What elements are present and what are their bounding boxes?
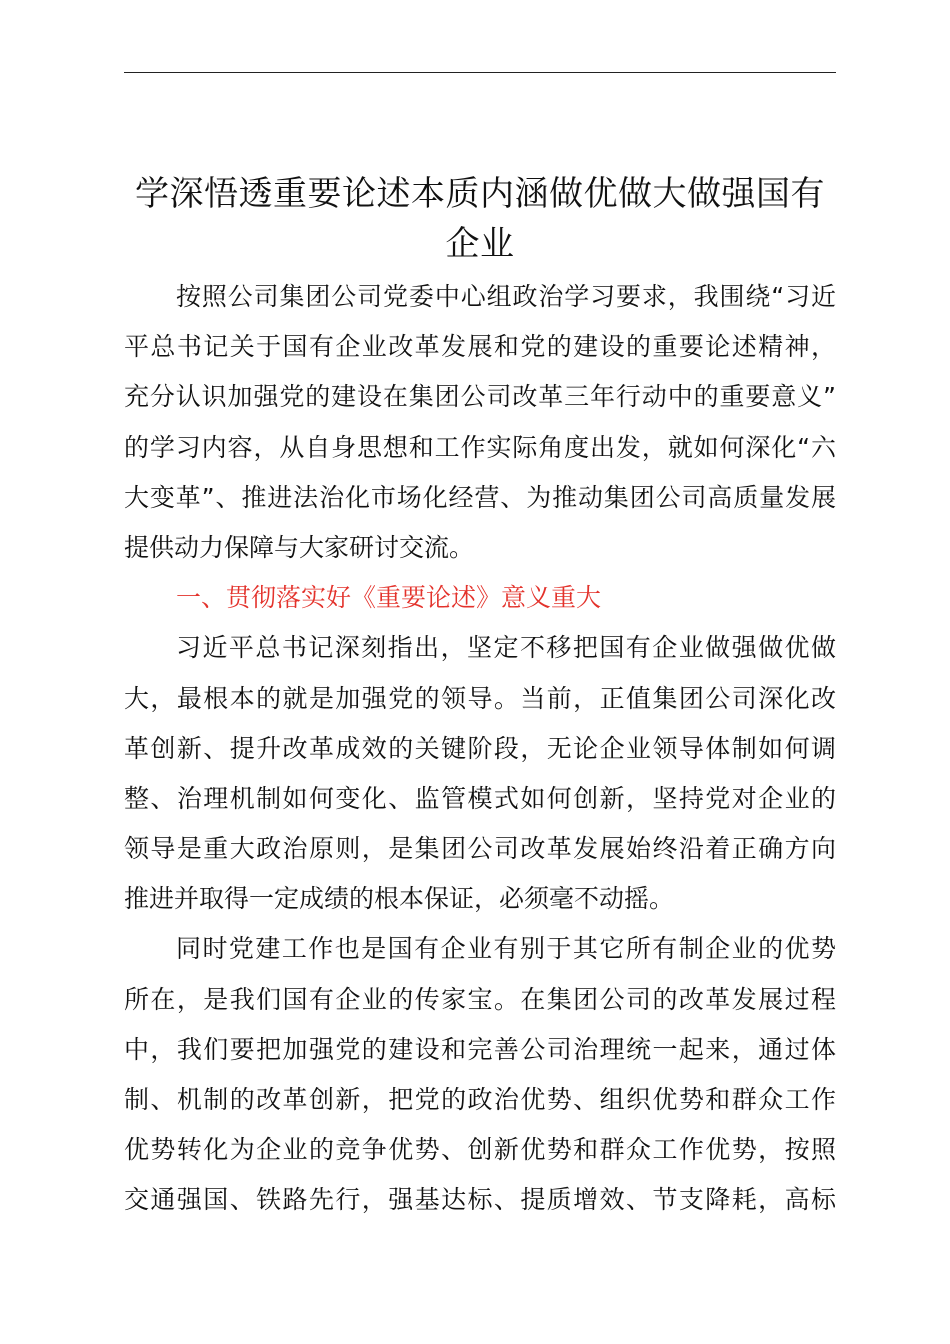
paragraph-line: 同时党建工作也是国有企业有别于其它所有制企业的优势: [176, 934, 836, 964]
paragraph-line: 按照公司集团公司党委中心组政治学习要求，我围绕“习近: [176, 282, 836, 311]
paragraph-line: 大变革”、推进法治化市场化经营、为推动集团公司高质量发展: [124, 482, 836, 512]
document-body: [124, 272, 836, 1226]
paragraph-line: 的学习内容，从自身思想和工作实际角度出发，就如何深化“六: [124, 432, 836, 462]
paragraph-advantage: [124, 924, 836, 1225]
title-line: 企业: [445, 223, 515, 264]
paragraph-intro: [124, 272, 836, 573]
paragraph-line: 充分认识加强党的建设在集团公司改革三年行动中的重要意义”: [124, 382, 836, 412]
paragraph-line: 交通强国、铁路先行，强基达标、提质增效、节支降耗，高标: [124, 1185, 836, 1215]
section-heading: 一、贯彻落实好《重要论述》意义重大: [176, 583, 602, 613]
paragraph-line: 大，最根本的就是加强党的领导。当前，正值集团公司深化改: [124, 683, 836, 713]
paragraph-line: 革创新、提升改革成效的关键阶段，无论企业领导体制如何调: [124, 733, 836, 763]
paragraph-line: 推进并取得一定成绩的根本保证，必须毫不动摇。: [124, 884, 675, 914]
paragraph-line: 提供动力保障与大家研讨交流。: [124, 532, 475, 562]
title-line: 学深悟透重要论述本质内涵做优做大做强国有: [135, 173, 825, 214]
document-title: [110, 169, 850, 269]
paragraph-line: 中，我们要把加强党的建设和完善公司治理统一起来，通过体: [124, 1034, 836, 1064]
paragraph-line: 领导是重大政治原则，是集团公司改革发展始终沿着正确方向: [124, 834, 836, 864]
paragraph-line: 整、治理机制如何变化、监管模式如何创新，坚持党对企业的: [124, 783, 836, 813]
paragraph-line: 制、机制的改革创新，把党的政治优势、组织优势和群众工作: [124, 1085, 836, 1114]
header-rule: [124, 72, 836, 73]
paragraph-line: 优势转化为企业的竞争优势、创新优势和群众工作优势，按照: [124, 1135, 836, 1165]
paragraph-line: 所在，是我们国有企业的传家宝。在集团公司的改革发展过程: [124, 984, 836, 1014]
paragraph-leadership: [124, 623, 836, 924]
paragraph-line: 平总书记关于国有企业改革发展和党的建设的重要论述精神，: [124, 332, 836, 362]
paragraph-line: 习近平总书记深刻指出，坚定不移把国有企业做强做优做: [176, 633, 836, 663]
